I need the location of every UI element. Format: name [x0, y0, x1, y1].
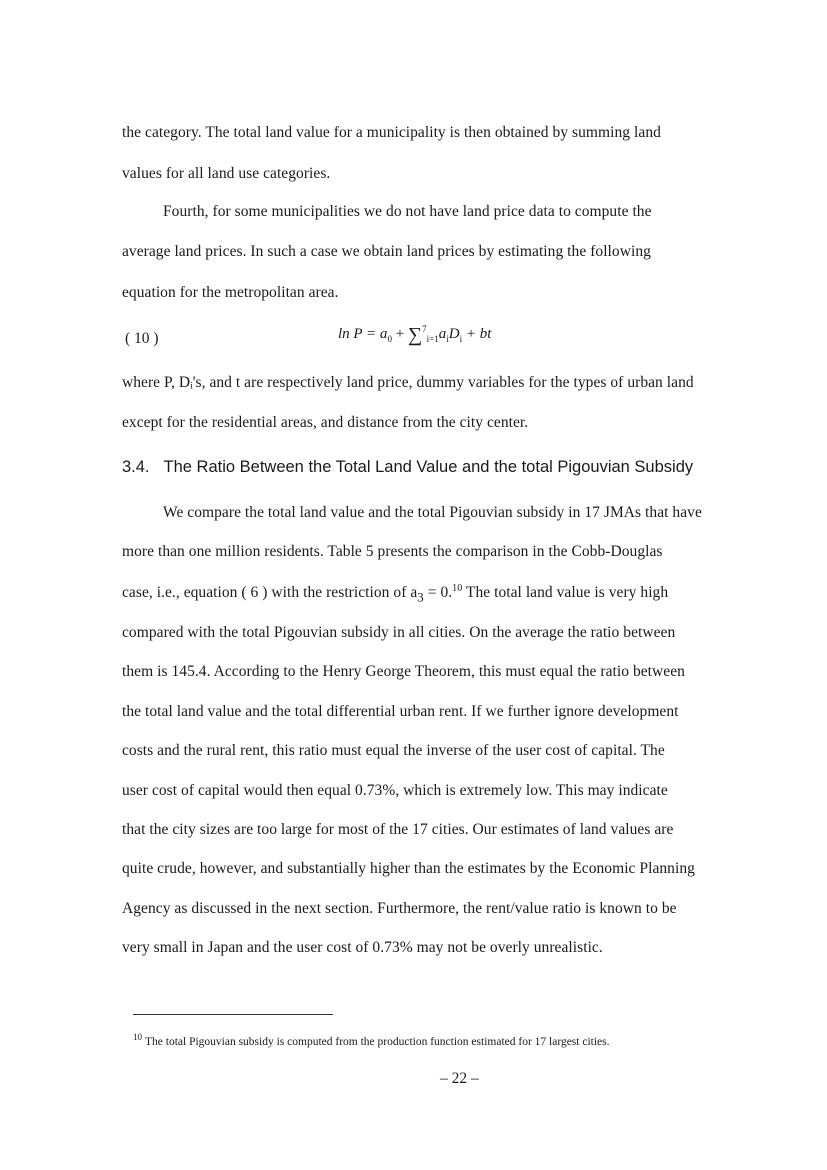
section-number: 3.4.: [122, 458, 150, 476]
paragraph-line: except for the residential areas, and distance from the city center.: [122, 414, 529, 431]
paragraph-line: the total land value and the total differential urban rent. If we further ignore development: [122, 703, 679, 720]
paragraph-line: the category. The total land value for a municipality is then obtained by summing land: [122, 124, 661, 141]
paragraph-line: equation for the metropolitan area.: [122, 284, 339, 301]
section-title: The Ratio Between the Total Land Value and the total Pigouvian Subsidy: [163, 458, 694, 476]
equation: [338, 324, 491, 347]
footnote-ref: 10: [452, 583, 463, 594]
paragraph-line: very small in Japan and the user cost of 0.73% may not be overly unrealistic.: [122, 939, 603, 956]
paragraph-line: costs and the rural rent, this ratio must equal the inverse of the user cost of capital. The: [122, 742, 665, 759]
equation-lhs-sub: 0: [387, 334, 392, 344]
paragraph-line: quite crude, however, and substantially higher than the estimates by the Economic Planning: [122, 860, 695, 877]
paragraph-line: that the city sizes are too large for most of the 17 cities. Our estimates of land values are: [122, 821, 674, 838]
subscript: 3: [417, 589, 424, 605]
equation-term-sub: i: [446, 334, 449, 344]
paragraph-line: more than one million residents. Table 5 presents the comparison in the Cobb-Douglas: [122, 543, 663, 560]
page-number: – 22 –: [440, 1070, 479, 1087]
footnote-text: The total Pigouvian subsidy is computed from the production function estimated for 17 largest cities.: [145, 1035, 610, 1048]
equation-var-sub: i: [459, 334, 463, 344]
paragraph-line: user cost of capital would then equal 0.73%, which is extremely low. This may indicate: [122, 782, 668, 799]
equation-tail: + bt: [462, 326, 492, 342]
footnote-marker: 10: [133, 1032, 142, 1042]
sum-upper: 7: [422, 324, 427, 334]
section-heading: [122, 458, 693, 477]
text-span: = 0.: [423, 584, 453, 602]
paragraph-line: We compare the total land value and the total Pigouvian subsidy in 17 JMAs that have: [163, 504, 702, 521]
text-span: The total land value is very high: [462, 584, 669, 602]
paragraph-line: compared with the total Pigouvian subsidy in all cities. On the average the ratio between: [122, 624, 676, 641]
equation-var: D: [448, 326, 460, 342]
paragraph-line: values for all land use categories.: [122, 165, 331, 182]
paragraph-line: them is 145.4. According to the Henry George Theorem, this must equal the ratio between: [122, 663, 685, 680]
paragraph-line: average land prices. In such a case we obtain land prices by estimating the following: [122, 243, 651, 260]
paragraph-line: [122, 583, 668, 605]
equation-plus: +: [391, 326, 408, 342]
text-span: case, i.e., equation ( 6 ) with the restriction of a: [122, 584, 418, 602]
equation-number: ( 10 ): [125, 330, 159, 347]
equation-term: a: [438, 326, 447, 342]
paragraph-line: Fourth, for some municipalities we do not have land price data to compute the: [163, 203, 652, 220]
paragraph-line: Agency as discussed in the next section. Furthermore, the rent/value ratio is known to be: [122, 900, 677, 917]
paragraph-line: where P, Dᵢ's, and t are respectively land price, dummy variables for the types of urban land: [122, 374, 694, 391]
equation-lhs: ln P = a: [338, 326, 388, 342]
sum-symbol: ∑: [407, 324, 423, 346]
footnote: [133, 1032, 610, 1048]
sum-lower: i=1: [426, 334, 439, 344]
footnote-divider: [133, 1014, 333, 1015]
